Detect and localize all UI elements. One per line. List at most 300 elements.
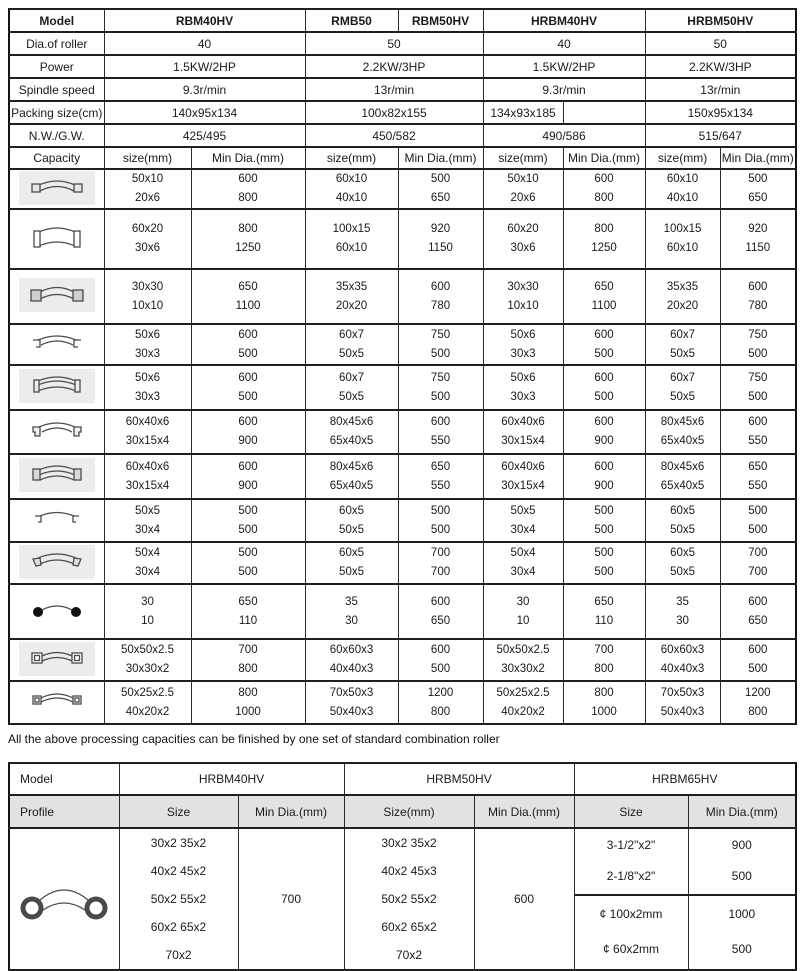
capacity-size-cell [483, 639, 563, 681]
min-dia-value: 550 [748, 479, 768, 492]
min-dia-value: 500 [238, 566, 258, 578]
min-dia-value: 500 [238, 347, 258, 360]
small-channel-profile-icon-wrap [19, 502, 95, 536]
size-value: 30x3 [135, 347, 160, 360]
min-dia-value: 600 [748, 644, 768, 656]
size-value: 20x6 [135, 192, 160, 204]
flat-bar-on-edge-profile-icon [25, 223, 89, 253]
rect-tube-profile-icon-wrap [19, 684, 95, 718]
size-value: 30x2 35x2 [150, 836, 207, 850]
min-dia-value: 750 [430, 328, 451, 341]
capacity-min-dia-cell [398, 365, 483, 410]
bottom-min-dia-header: Min Dia.(mm) [688, 795, 796, 828]
min-dia-value: 1100 [591, 299, 617, 312]
size-value: 50x6 [510, 371, 536, 384]
flat-bar-profile-icon-wrap [19, 369, 95, 403]
spec-value-cell: HRBM50HV [645, 9, 796, 32]
size-value: 50x5 [670, 566, 695, 578]
size-value: 50x5 [339, 566, 364, 578]
capacity-min-dia-cell [191, 584, 305, 639]
spec-row [9, 9, 796, 32]
size-value: 35 [676, 595, 689, 608]
size-value: 3-1/2"x2" [606, 838, 656, 853]
min-dia-value: 780 [748, 299, 768, 312]
spec-row-label: Spindle speed [9, 78, 104, 101]
square-tube-profile-icon-wrap [19, 642, 95, 676]
capacity-size-cell [645, 499, 720, 542]
min-dia-value: 600 [594, 460, 614, 473]
capacity-min-dia-cell [398, 209, 483, 269]
size-value: 40x40x3 [329, 663, 374, 675]
channel-legs-out-profile-cell [9, 410, 104, 454]
bottom-size-header: Size [574, 795, 688, 828]
capacity-size-cell [305, 209, 398, 269]
capacity-min-dia-cell [191, 209, 305, 269]
capacity-min-dia-cell [398, 542, 483, 584]
spec-row [9, 101, 796, 124]
capacity-row [9, 499, 796, 542]
min-dia-value: 600 [594, 371, 614, 384]
size-value: 35 [345, 595, 358, 608]
min-dia-value: 650 [238, 595, 258, 608]
bottom-size-cell [574, 895, 688, 970]
capacity-min-dia-cell [563, 324, 645, 365]
capacity-min-dia-cell [191, 542, 305, 584]
capacity-size-cell [104, 209, 191, 269]
size-value: 30x30 [131, 280, 164, 293]
spec-value-cell: 2.2KW/3HP [305, 55, 483, 78]
capacity-min-dia-cell [720, 209, 796, 269]
min-dia-column-header: Min Dia.(mm) [398, 147, 483, 169]
size-value: 30x6 [135, 242, 160, 254]
min-dia-value: 600 [430, 416, 451, 428]
flat-bar-on-edge-profile-icon-wrap [19, 221, 95, 255]
capacity-size-cell [483, 499, 563, 542]
capacity-min-dia-cell [191, 365, 305, 410]
size-value: 30x3 [510, 390, 536, 403]
size-value: 50x5 [339, 390, 364, 403]
bottom-model-name-cell: HRBM50HV [344, 763, 574, 795]
size-value: 30x4 [510, 523, 536, 536]
min-dia-value: 600 [748, 280, 768, 293]
capacity-min-dia-cell [398, 169, 483, 209]
size-value: 30 [345, 614, 358, 627]
round-bar-profile-icon-wrap [19, 593, 95, 627]
min-dia-value: 600 [430, 644, 451, 656]
size-value: 40x20x2 [125, 705, 170, 718]
capacity-row [9, 542, 796, 584]
size-column-header: size(mm) [305, 147, 398, 169]
size-value: 60x5 [670, 547, 695, 559]
min-dia-value: 600 [238, 460, 258, 473]
capacity-size-cell [483, 169, 563, 209]
capacity-size-cell [645, 410, 720, 454]
spec-value-cell: 9.3r/min [483, 78, 645, 101]
min-dia-value: 500 [238, 390, 258, 403]
size-value: 10x10 [131, 299, 164, 312]
capacity-min-dia-cell [191, 454, 305, 499]
min-dia-value: 500 [748, 390, 768, 403]
capacity-min-dia-cell [563, 269, 645, 324]
min-dia-value: 550 [430, 479, 451, 492]
size-value: 30x2 35x2 [381, 836, 437, 850]
spec-value-cell: 50 [645, 32, 796, 55]
min-dia-value: 1150 [428, 242, 453, 254]
spec-value-cell: HRBM40HV [483, 9, 645, 32]
capacity-size-cell [104, 542, 191, 584]
bottom-model-row [9, 763, 796, 795]
capacity-size-cell [104, 584, 191, 639]
min-dia-value: 550 [748, 435, 768, 447]
size-value: 10x10 [507, 299, 539, 312]
spec-value-cell: 150x95x134 [645, 101, 796, 124]
min-dia-value: 500 [594, 523, 614, 536]
size-value: 50x6 [135, 328, 160, 341]
capacity-min-dia-cell [563, 209, 645, 269]
size-value: 40x40x3 [660, 663, 705, 675]
size-value: ¢ 60x2mm [603, 942, 660, 957]
size-value: 65x40x5 [660, 435, 705, 447]
size-value: 50x4 [510, 547, 536, 559]
size-value: 30x15x4 [125, 435, 170, 447]
bottom-size-header: Size(mm) [344, 795, 474, 828]
size-value: 60x2 65x2 [150, 920, 207, 934]
size-value: 60x2 65x2 [381, 920, 437, 934]
size-value: 30x15x4 [501, 435, 545, 447]
capacity-size-cell [483, 410, 563, 454]
min-dia-value: 1200 [427, 686, 454, 699]
capacity-row [9, 324, 796, 365]
capacity-min-dia-cell [720, 584, 796, 639]
capacity-size-cell [483, 324, 563, 365]
min-dia-value: 650 [430, 614, 451, 627]
channel-legs-in-profile-icon-wrap [19, 458, 95, 492]
capacity-size-cell [645, 542, 720, 584]
capacity-size-cell [645, 681, 720, 724]
min-dia-column-header: Min Dia.(mm) [720, 147, 796, 169]
min-dia-value: 500 [748, 347, 768, 360]
size-value: 30x15x4 [125, 479, 170, 492]
min-dia-value: 650 [430, 460, 451, 473]
bottom-model-label: Model [9, 763, 119, 795]
spec-row [9, 78, 796, 101]
spec-value-cell [563, 101, 645, 124]
min-dia-value: 900 [731, 838, 752, 853]
rect-tube-profile-icon [25, 686, 89, 716]
size-value: 40x10 [335, 192, 368, 204]
size-value: 40x10 [666, 192, 699, 204]
size-value: 60x60x3 [660, 644, 705, 656]
size-value: 60x40x6 [501, 460, 545, 473]
size-value: 60x40x6 [125, 416, 170, 428]
size-value: 60x7 [339, 371, 364, 384]
min-dia-value: 500 [238, 504, 258, 517]
pipe-profile-icon [16, 872, 112, 924]
size-value: 65x40x5 [660, 479, 705, 492]
size-value: 60x5 [670, 504, 695, 517]
size-value: 50x5 [670, 347, 695, 360]
bottom-min-dia-cell [688, 895, 796, 970]
capacity-min-dia-cell [720, 681, 796, 724]
channel-legs-in-profile-cell [9, 454, 104, 499]
spec-value-cell: RMB50 [305, 9, 398, 32]
min-dia-value: 600 [594, 173, 614, 185]
spec-value-cell: 1.5KW/2HP [104, 55, 305, 78]
min-dia-value: 700 [238, 644, 258, 656]
capacity-min-dia-cell [563, 410, 645, 454]
size-value: 50x5 [510, 504, 536, 517]
capacity-size-cell [104, 454, 191, 499]
capacity-min-dia-cell [720, 169, 796, 209]
min-dia-value: 800 [430, 705, 451, 718]
capacity-size-cell [104, 365, 191, 410]
capacity-size-cell [104, 681, 191, 724]
spec-row-label: Dia.of roller [9, 32, 104, 55]
min-dia-value: 1150 [745, 242, 771, 254]
spec-value-cell: 9.3r/min [104, 78, 305, 101]
bottom-min-dia-header: Min Dia.(mm) [238, 795, 344, 828]
size-value: 30x30 [507, 280, 539, 293]
min-dia-value: 1250 [235, 242, 261, 254]
capacity-min-dia-cell [720, 542, 796, 584]
capacity-row [9, 454, 796, 499]
size-value: 40x20x2 [501, 705, 545, 718]
capacity-size-cell [104, 269, 191, 324]
size-value: 20x20 [335, 299, 368, 312]
capacity-size-cell [305, 542, 398, 584]
capacity-min-dia-cell [398, 681, 483, 724]
min-dia-value: 500 [748, 523, 768, 536]
min-dia-value: 1000 [235, 705, 261, 718]
capacity-size-cell [305, 269, 398, 324]
capacity-min-dia-cell [563, 365, 645, 410]
spec-value-cell: 13r/min [645, 78, 796, 101]
size-column-header: size(mm) [645, 147, 720, 169]
capacity-size-cell [305, 681, 398, 724]
capacity-size-cell [483, 681, 563, 724]
square-tube-profile-cell [9, 639, 104, 681]
min-dia-value: 600 [594, 416, 614, 428]
capacity-min-dia-cell [563, 639, 645, 681]
capacity-size-cell [305, 324, 398, 365]
size-value: 50x5 [339, 523, 364, 536]
spec-value-cell: 515/647 [645, 124, 796, 147]
spec-value-cell: 1.5KW/2HP [483, 55, 645, 78]
capacity-row [9, 269, 796, 324]
min-dia-value: 650 [430, 192, 451, 204]
small-channel-profile-cell [9, 499, 104, 542]
min-dia-value: 1100 [235, 299, 261, 312]
size-value: 50x6 [135, 371, 160, 384]
size-value: 2-1/8"x2" [606, 869, 656, 884]
spec-value-cell: 40 [483, 32, 645, 55]
bottom-min-dia-cell [688, 828, 796, 895]
min-dia-value: 920 [430, 223, 451, 235]
spec-row [9, 32, 796, 55]
round-bar-profile-icon [25, 595, 89, 625]
channel-profile-icon-wrap [19, 545, 95, 579]
capacity-size-cell [305, 499, 398, 542]
capacity-size-cell [305, 454, 398, 499]
min-dia-value: 1250 [591, 242, 617, 254]
tee-profile-cell [9, 324, 104, 365]
size-value: 70x2 [165, 948, 192, 962]
capacity-min-dia-cell [398, 499, 483, 542]
tee-profile-icon [25, 328, 89, 358]
min-dia-value: 800 [594, 686, 614, 699]
size-value: 70x50x3 [329, 686, 374, 699]
size-value: 30x30x2 [501, 663, 545, 675]
size-value: 60x40x6 [501, 416, 545, 428]
spec-value-cell: 2.2KW/3HP [645, 55, 796, 78]
min-dia-value: 500 [594, 347, 614, 360]
size-value: 30x4 [135, 523, 160, 536]
capacity-min-dia-cell [720, 499, 796, 542]
min-dia-value: 500 [430, 663, 451, 675]
size-value: 60x20 [131, 223, 164, 235]
capacity-size-cell [305, 365, 398, 410]
angle-profile-icon-wrap [19, 171, 95, 205]
size-value: 70x50x3 [660, 686, 705, 699]
min-dia-value: 500 [731, 869, 752, 884]
pipe-profile-icon-wrap [10, 870, 118, 926]
channel-legs-out-profile-icon-wrap [19, 414, 95, 448]
min-dia-value: 600 [430, 595, 451, 608]
capacity-size-cell [483, 542, 563, 584]
size-value: 35x35 [666, 280, 699, 293]
size-value: 60x7 [670, 328, 695, 341]
capacity-size-cell [104, 499, 191, 542]
min-dia-value: 800 [238, 223, 258, 235]
combination-roller-note: All the above processing capacities can be finished by one set of standard combination roller [8, 732, 500, 746]
size-value: 60x60x3 [329, 644, 374, 656]
spec-row-label: Packing size(cm) [9, 101, 104, 124]
min-dia-value: 800 [594, 223, 614, 235]
size-value: 20x6 [510, 192, 536, 204]
size-value: 30 [516, 595, 530, 608]
capacity-min-dia-cell [563, 681, 645, 724]
channel-legs-out-profile-icon [25, 416, 89, 446]
min-dia-value: 500 [748, 663, 768, 675]
min-dia-value: 920 [748, 223, 768, 235]
min-dia-value: 600 [238, 371, 258, 384]
min-dia-value: 1000 [591, 705, 617, 718]
size-value: 60x10 [335, 173, 368, 185]
capacity-size-cell [305, 169, 398, 209]
spec-capacity-table [8, 8, 797, 725]
size-value: 30x6 [510, 242, 536, 254]
spec-value-cell: RBM40HV [104, 9, 305, 32]
square-bar-profile-cell [9, 269, 104, 324]
capacity-row [9, 209, 796, 269]
capacity-row [9, 584, 796, 639]
size-value: 50x50x2.5 [496, 644, 550, 656]
profile-label: Profile [9, 795, 119, 828]
capacity-size-cell [104, 324, 191, 365]
spec-row-label: Model [9, 9, 104, 32]
min-dia-value: 600 [238, 328, 258, 341]
bottom-size-cell [344, 828, 474, 970]
size-value: 50x40x3 [329, 705, 374, 718]
spec-value-cell: 140x95x134 [104, 101, 305, 124]
size-value: 20x20 [666, 299, 699, 312]
min-dia-value: 700 [748, 566, 768, 578]
capacity-min-dia-cell [191, 169, 305, 209]
min-dia-value: 500 [594, 390, 614, 403]
size-value: 50x10 [131, 173, 164, 185]
spec-value-cell: 100x82x155 [305, 101, 483, 124]
min-dia-value: 780 [430, 299, 451, 312]
min-dia-value: 750 [748, 328, 768, 341]
min-dia-value: 500 [238, 523, 258, 536]
spec-value-cell: 40 [104, 32, 305, 55]
size-value: 30x3 [510, 347, 536, 360]
capacity-size-cell [305, 410, 398, 454]
capacity-min-dia-cell [398, 639, 483, 681]
min-dia-value: 500 [430, 173, 451, 185]
min-dia-value: 600 [748, 595, 768, 608]
capacity-size-cell [483, 584, 563, 639]
bottom-model-name-cell: HRBM65HV [574, 763, 796, 795]
rect-tube-profile-cell [9, 681, 104, 724]
size-value: 10 [516, 614, 530, 627]
capacity-min-dia-cell [563, 499, 645, 542]
min-dia-value: 800 [238, 663, 258, 675]
capacity-min-dia-cell [720, 324, 796, 365]
capacity-row [9, 639, 796, 681]
size-value: 50x25x2.5 [120, 686, 175, 699]
capacity-min-dia-cell [398, 324, 483, 365]
square-bar-profile-icon-wrap [19, 278, 95, 312]
size-value: 50x5 [670, 523, 695, 536]
bottom-model-name-cell: HRBM40HV [119, 763, 344, 795]
bottom-data-row-upper [9, 828, 796, 895]
spec-row [9, 55, 796, 78]
min-dia-value: 900 [238, 479, 258, 492]
size-value: 50x40x3 [660, 705, 705, 718]
capacity-min-dia-cell [720, 269, 796, 324]
min-dia-value: 750 [748, 371, 768, 384]
capacity-min-dia-cell [398, 410, 483, 454]
min-dia-value: 700 [594, 644, 614, 656]
capacity-min-dia-cell [563, 454, 645, 499]
size-value: 50x6 [510, 328, 536, 341]
size-value: 40x2 45x3 [381, 864, 437, 878]
min-dia-value: 600 [594, 328, 614, 341]
min-dia-value: 800 [748, 705, 768, 718]
min-dia-value: 750 [430, 371, 451, 384]
size-value: 65x40x5 [329, 479, 374, 492]
bottom-min-dia-header: Min Dia.(mm) [474, 795, 574, 828]
min-dia-column-header: Min Dia.(mm) [191, 147, 305, 169]
capacity-min-dia-cell [398, 454, 483, 499]
min-dia-value: 550 [430, 435, 451, 447]
min-dia-value: 800 [594, 192, 614, 204]
size-value: 60x7 [670, 371, 695, 384]
capacity-min-dia-cell [563, 169, 645, 209]
capacity-header-row [9, 147, 796, 169]
channel-legs-in-profile-icon [25, 460, 89, 490]
capacity-size-cell [305, 584, 398, 639]
size-column-header: size(mm) [104, 147, 191, 169]
size-value: 50x50x2.5 [120, 644, 175, 656]
size-value: 60x10 [666, 173, 699, 185]
tee-profile-icon-wrap [19, 326, 95, 360]
min-dia-value: 700 [430, 566, 451, 578]
size-value: 50x4 [135, 547, 160, 559]
flat-bar-on-edge-profile-cell [9, 209, 104, 269]
min-dia-value: 600 [748, 416, 768, 428]
